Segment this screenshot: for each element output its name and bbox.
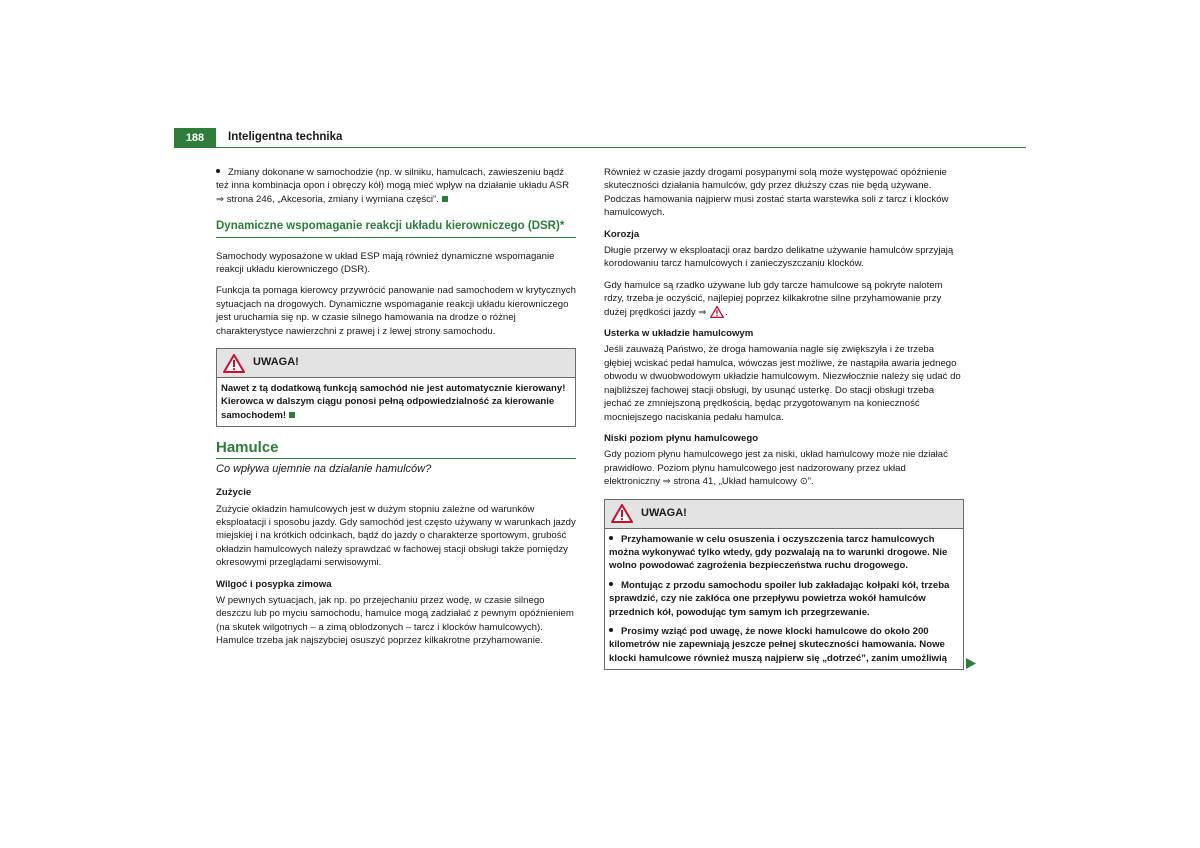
korozja-paragraph-2: Gdy hamulce są rzadko używane lub gdy tarcze hamulcowe są pokryte nalotem rdzy, trzeba je oczyścić, najlepiej poprzez kilkakrotne silne przyhamowanie przy dużej prędkości jazdy ⇒ . (604, 279, 943, 318)
bullet-icon (609, 628, 613, 632)
bullet-icon (609, 582, 613, 586)
plyn-heading: Niski poziom płynu hamulcowego (604, 432, 759, 444)
dsr-heading: Dynamiczne wspomaganie reakcji układu kierowniczego (DSR)* (216, 220, 576, 237)
header-rule (216, 147, 1026, 148)
end-mark-icon (289, 412, 295, 418)
wilgoc-paragraph: W pewnych sytuacjach, jak np. po przejechaniu przez wodę, w czasie silnego deszczu lub po myciu samochodu, hamulce mogą zadziałać z pewnym opóźnieniem (na skutek wilgotnych – a zimą oblodzonych – tarcz i klocków hamulcowych). Hamulce trzeba jak najszybciej osuszyć poprzez kilkakrotne przyhamowanie. (216, 594, 574, 647)
warning-triangle-icon[interactable] (710, 306, 724, 318)
wilgoc-heading: Wilgoć i posypka zimowa (216, 578, 332, 590)
brake-warning-symbol-icon: ⊙ (799, 476, 808, 488)
warning-item: Montując z przodu samochodu spoiler lub zakładając kołpaki kół, trzeba sprawdzić, czy nie zakłóca one przepływu powietrza wokół hamulców przednich kół, powodując tym samym ich przegrzewanie. (609, 579, 950, 618)
right-column (604, 166, 964, 682)
hamulce-subtitle: Co wpływa ujemnie na działanie hamulców? (216, 462, 432, 475)
korozja-heading: Korozja (604, 228, 640, 240)
bullet-icon (609, 536, 613, 540)
dsr-paragraph-1: Samochody wyposażone w układ ESP mają również dynamiczne wspomaganie reakcji układu kierowniczego (DSR). (216, 250, 555, 276)
warning-item: Przyhamowanie w celu osuszenia i oczyszczenia tarcz hamulcowych można wykonywać tylko wtedy, gdy pozwalają na to warunki drogowe. Nie wolno powodować zagrożenia bezpieczeństwa ruchu drogowego. (609, 533, 948, 572)
warning-title: UWAGA! (641, 506, 687, 519)
warning-title: UWAGA! (253, 356, 299, 369)
warning-box-dsr (216, 348, 576, 427)
asr-note: Zmiany dokonane w samochodzie (np. w silniku, hamulcach, zawieszeniu bądź też inna kombinacja opon i obręczy kół) mogą mieć wpływ na działanie układu ASR ⇒ strona 246, „Akcesoria, zmiany i wymiana części”. (216, 167, 570, 205)
korozja-paragraph-1: Długie przerwy w eksploatacji oraz bardzo delikatne używanie hamulców sprzyjają korodowaniu tarcz hamulcowych i zanieczyszczaniu klocków. (604, 245, 954, 270)
plyn-paragraph: Gdy poziom płynu hamulcowego jest za niski, układ hamulcowy może nie działać prawidłowo. Poziom płynu hamulcowego jest nadzorowany przez układ elektroniczny ⇒ strona 41, „Układ hamulcowy ⊙”. (604, 449, 948, 488)
zuzycie-heading: Zużycie (216, 487, 252, 499)
warning-header (605, 500, 963, 529)
page-number: 188 (174, 128, 216, 148)
bullet-icon (216, 169, 220, 173)
warning-item: Prosimy wziąć pod uwagę, że nowe klocki hamulcowe do około 200 kilometrów nie zapewniają jeszcze pełnej skuteczności hamowania. Nowe klocki hamulcowe również muszą najpierw się „dotrzeć”, zanim umożliwią (609, 625, 948, 664)
salt-paragraph: Również w czasie jazdy drogami posypanymi solą może występować opóźnienie skuteczności działania hamulców, gdy przez dłuższy czas nie będą używane. Podczas hamowania najpierw musi zostać starta warstewka soli z tarcz i klocków hamulcowych. (604, 167, 949, 219)
end-mark-icon (442, 196, 448, 202)
chapter-title: Inteligentna technika (228, 131, 343, 143)
warning-triangle-icon (223, 354, 245, 373)
warning-header (217, 349, 575, 378)
dsr-paragraph-2: Funkcja ta pomaga kierowcy przywrócić panowanie nad samochodem w krytycznych sytuacjach na drogowych. Dynamiczne wspomaganie reakcji układu kierowniczego jest uruchamia się np. w czasie silnego hamowania na drodze o różnej charakterystyce nawierzchni z prawej i z lewej strony samochodu. (216, 285, 576, 337)
continue-arrow-icon[interactable] (966, 658, 976, 669)
warning-triangle-icon (611, 504, 633, 523)
warning-body: Nawet z tą dodatkową funkcją samochód nie jest automatycznie kierowany! Kierowca w dalszym ciągu ponosi pełną odpowiedzialność za kierowanie samochodem! (221, 383, 566, 421)
usterka-paragraph: Jeśli zauważą Państwo, że droga hamowania nagle się zwiększyła i że trzeba głębiej wciskać pedał hamulca, wówczas jest możliwe, że nastąpiła awaria jednego obwodu w dwuobwodowym układzie hamulcowym. Niezwłocznie należy się udać do najbliższej fachowej stacji obsługi, by usunąć usterkę. Do stacji obsługi trzeba jechać ze zmniejszoną prędkością, będąc przygotowanym na konieczność mocniejszego naciskania pedału hamulca. (604, 344, 961, 423)
warning-box-brakes (604, 499, 964, 671)
left-column (216, 166, 576, 656)
hamulce-heading: Hamulce (216, 441, 576, 458)
warning-body (605, 529, 963, 670)
zuzycie-paragraph: Zużycie okładzin hamulcowych jest w dużym stopniu zależne od warunków eksploatacji i sposobu jazdy. Gdy samochód jest często używany w warunkach jazdy miejskiej i na krótkich odcinkach, bądź do jazdy o charakterze sportowym, grubość okładzin hamulcowych należy sprawdzać w fachowej stacji obsługi także pomiędzy okresowymi przeglądami serwisowymi. (216, 503, 576, 569)
usterka-heading: Usterka w układzie hamulcowym (604, 328, 754, 340)
